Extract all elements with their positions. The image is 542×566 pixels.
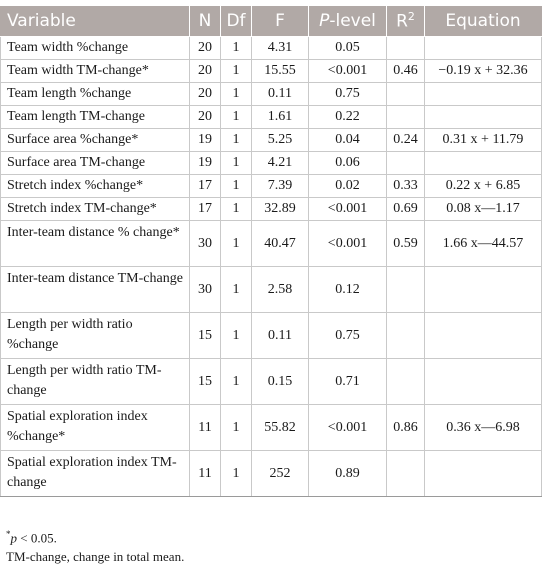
cell-equation [425, 451, 542, 497]
header-r2-sup: 2 [407, 10, 415, 24]
cell-variable: Stretch index TM-change* [1, 198, 190, 221]
cell-variable: Inter-team distance TM-change [1, 267, 190, 313]
cell-equation: 0.31 x + 11.79 [425, 129, 542, 152]
cell-f: 0.15 [252, 359, 309, 405]
header-n: N [190, 6, 221, 37]
cell-equation: 0.36 x—6.98 [425, 405, 542, 451]
cell-equation [425, 152, 542, 175]
cell-f: 4.31 [252, 37, 309, 60]
header-f: F [252, 6, 309, 37]
table-row [1, 267, 542, 313]
cell-df: 1 [221, 313, 252, 359]
cell-f: 0.11 [252, 83, 309, 106]
cell-variable: Length per width ratio TM-change [1, 359, 190, 405]
footnote-significance [6, 525, 184, 547]
cell-variable: Stretch index %change* [1, 175, 190, 198]
cell-f: 40.47 [252, 221, 309, 267]
cell-n: 19 [190, 129, 221, 152]
cell-f: 7.39 [252, 175, 309, 198]
cell-df: 1 [221, 405, 252, 451]
table-row [1, 451, 542, 497]
table-row [1, 152, 542, 175]
cell-r2: 0.24 [387, 129, 425, 152]
cell-df: 1 [221, 198, 252, 221]
cell-n: 15 [190, 313, 221, 359]
cell-p-level: 0.89 [309, 451, 387, 497]
cell-p-level: 0.75 [309, 313, 387, 359]
cell-p-level: 0.12 [309, 267, 387, 313]
results-table [0, 6, 542, 497]
cell-f: 4.21 [252, 152, 309, 175]
cell-variable: Team length %change [1, 83, 190, 106]
cell-equation [425, 313, 542, 359]
cell-r2: 0.33 [387, 175, 425, 198]
header-variable: Variable [1, 6, 190, 37]
cell-p-level: 0.75 [309, 83, 387, 106]
table-row [1, 359, 542, 405]
header-row [1, 6, 542, 37]
header-p-rest: -level [329, 11, 376, 31]
cell-variable: Team width %change [1, 37, 190, 60]
cell-n: 20 [190, 106, 221, 129]
cell-p-level: <0.001 [309, 221, 387, 267]
cell-f: 32.89 [252, 198, 309, 221]
cell-df: 1 [221, 60, 252, 83]
cell-r2 [387, 106, 425, 129]
cell-df: 1 [221, 83, 252, 106]
cell-r2 [387, 359, 425, 405]
cell-df: 1 [221, 359, 252, 405]
cell-variable: Team length TM-change [1, 106, 190, 129]
cell-equation [425, 106, 542, 129]
table-row [1, 313, 542, 359]
cell-r2: 0.46 [387, 60, 425, 83]
cell-equation: 0.22 x + 6.85 [425, 175, 542, 198]
cell-r2 [387, 267, 425, 313]
cell-n: 11 [190, 451, 221, 497]
cell-equation [425, 267, 542, 313]
footnote-star: * [6, 529, 11, 539]
cell-variable: Surface area TM-change [1, 152, 190, 175]
cell-f: 15.55 [252, 60, 309, 83]
header-r2-base: R [396, 11, 408, 32]
table-row [1, 83, 542, 106]
table-row [1, 129, 542, 152]
table-row [1, 221, 542, 267]
cell-n: 11 [190, 405, 221, 451]
cell-r2 [387, 83, 425, 106]
cell-variable: Inter-team distance % change* [1, 221, 190, 267]
cell-p-level: 0.71 [309, 359, 387, 405]
cell-equation: 0.08 x—1.17 [425, 198, 542, 221]
cell-df: 1 [221, 152, 252, 175]
table-row [1, 175, 542, 198]
cell-variable: Surface area %change* [1, 129, 190, 152]
cell-df: 1 [221, 175, 252, 198]
header-df: Df [221, 6, 252, 37]
table-body [1, 37, 542, 497]
cell-r2: 0.59 [387, 221, 425, 267]
cell-df: 1 [221, 221, 252, 267]
cell-variable: Team width TM-change* [1, 60, 190, 83]
cell-n: 20 [190, 83, 221, 106]
cell-p-level: <0.001 [309, 60, 387, 83]
cell-p-level: 0.04 [309, 129, 387, 152]
cell-n: 30 [190, 267, 221, 313]
cell-df: 1 [221, 129, 252, 152]
table-footnotes [6, 525, 184, 566]
cell-n: 17 [190, 198, 221, 221]
table-row [1, 405, 542, 451]
cell-r2 [387, 152, 425, 175]
cell-f: 55.82 [252, 405, 309, 451]
cell-n: 20 [190, 37, 221, 60]
cell-n: 20 [190, 60, 221, 83]
cell-f: 252 [252, 451, 309, 497]
cell-f: 1.61 [252, 106, 309, 129]
cell-p-level: 0.22 [309, 106, 387, 129]
cell-p-level: <0.001 [309, 198, 387, 221]
cell-f: 2.58 [252, 267, 309, 313]
footnote-p: p [10, 530, 17, 546]
cell-f: 0.11 [252, 313, 309, 359]
cell-p-level: 0.06 [309, 152, 387, 175]
table-row [1, 60, 542, 83]
table-row [1, 198, 542, 221]
header-r2 [387, 6, 425, 37]
header-equation: Equation [425, 6, 542, 37]
cell-r2 [387, 451, 425, 497]
cell-r2 [387, 37, 425, 60]
cell-df: 1 [221, 106, 252, 129]
cell-r2 [387, 313, 425, 359]
footnote-abbreviation: TM-change, change in total mean. [6, 549, 185, 565]
cell-equation [425, 359, 542, 405]
footnote-sig-rest: < 0.05. [17, 530, 57, 546]
cell-n: 19 [190, 152, 221, 175]
cell-equation [425, 37, 542, 60]
cell-variable: Spatial exploration index %change* [1, 405, 190, 451]
cell-r2: 0.86 [387, 405, 425, 451]
table-row [1, 106, 542, 129]
cell-n: 30 [190, 221, 221, 267]
header-p-italic: P [319, 11, 330, 31]
cell-equation [425, 83, 542, 106]
cell-n: 17 [190, 175, 221, 198]
cell-equation: 1.66 x—44.57 [425, 221, 542, 267]
cell-f: 5.25 [252, 129, 309, 152]
cell-p-level: <0.001 [309, 405, 387, 451]
cell-df: 1 [221, 451, 252, 497]
cell-p-level: 0.05 [309, 37, 387, 60]
cell-p-level: 0.02 [309, 175, 387, 198]
cell-n: 15 [190, 359, 221, 405]
cell-variable: Spatial exploration index TM-change [1, 451, 190, 497]
cell-r2: 0.69 [387, 198, 425, 221]
cell-equation: −0.19 x + 32.36 [425, 60, 542, 83]
header-p-level [309, 6, 387, 37]
cell-df: 1 [221, 267, 252, 313]
cell-variable: Length per width ratio %change [1, 313, 190, 359]
table-row [1, 37, 542, 60]
cell-df: 1 [221, 37, 252, 60]
